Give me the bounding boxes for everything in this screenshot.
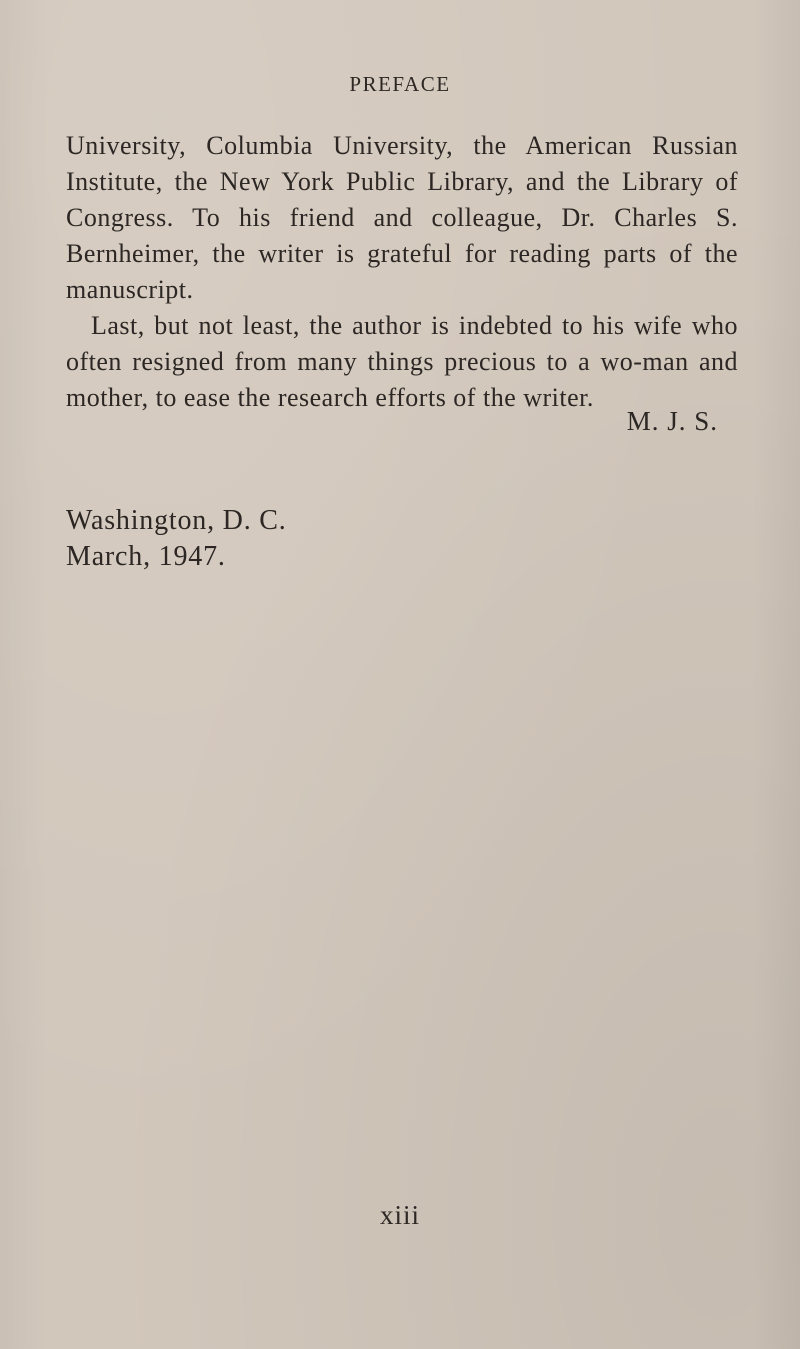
- author-initials: M. J. S.: [626, 406, 718, 436]
- paragraph-acknowledgments: University, Columbia University, the American Russian Institute, the New York Public Library, and the Library of Congress. To his friend and colleague, Dr. Charles S. Bernheimer, the writer is grateful for reading parts of the manuscript.: [66, 131, 738, 304]
- preface-body: [66, 128, 738, 416]
- paragraph-dedication-wife: Last, but not least, the author is indebted to his wife who often resigned from many things precious to a wo-man and mother, to ease the research efforts of the writer.: [66, 311, 738, 412]
- place-and-date: [66, 503, 287, 575]
- page-number: xiii: [379, 1200, 420, 1230]
- date-line: March, 1947.: [66, 541, 226, 572]
- place-line: Washington, D. C.: [66, 505, 287, 536]
- running-head: PREFACE: [349, 72, 451, 96]
